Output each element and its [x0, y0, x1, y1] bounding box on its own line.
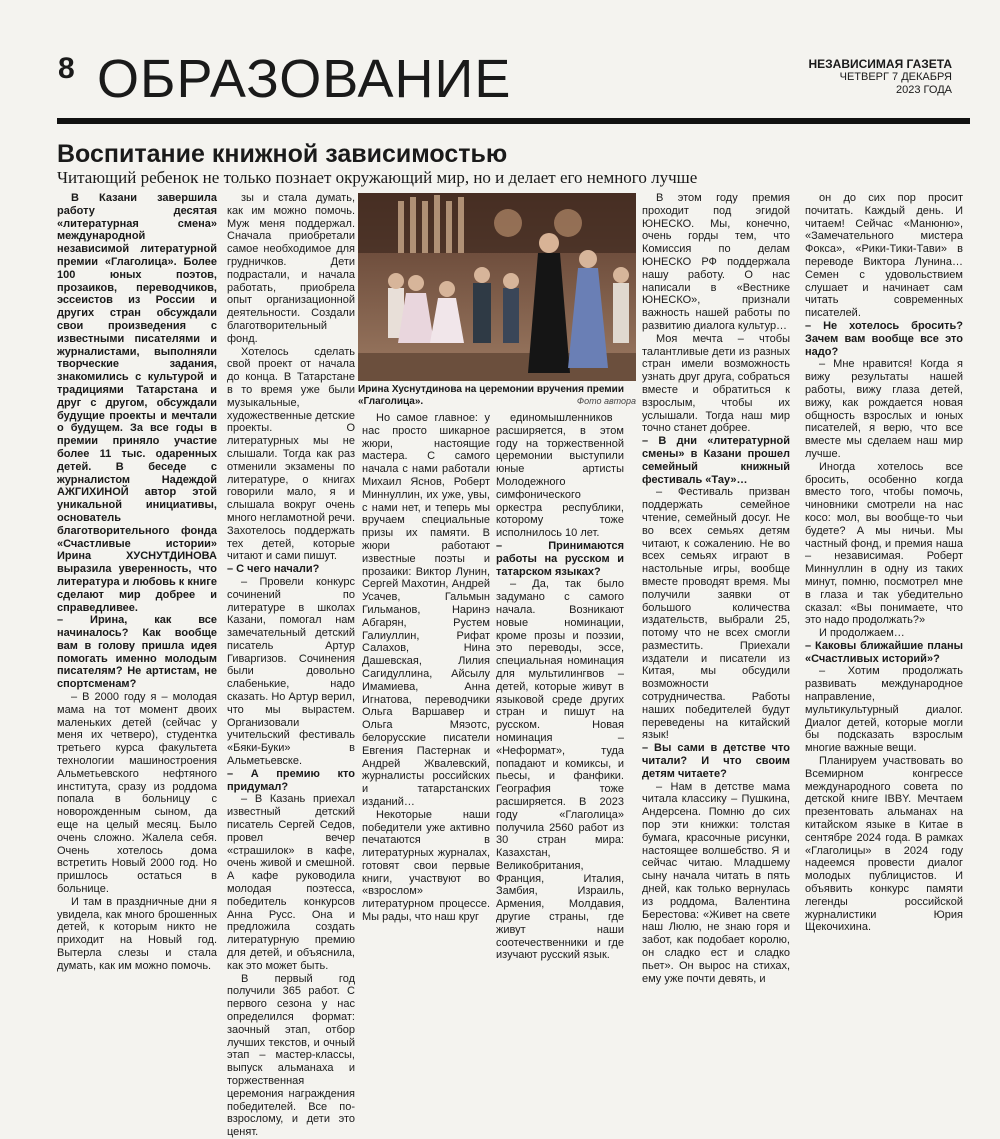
year-line: 2023 ГОДА [896, 84, 952, 96]
interview-question: – А премию кто придумал? [227, 767, 355, 793]
paper-name: НЕЗАВИСИМАЯ ГАЗЕТА [808, 57, 952, 71]
article-photo [358, 193, 636, 381]
ceremony-photo-illustration [358, 193, 636, 381]
interview-question: – Каковы ближайшие планы «Счастливых историй»? [805, 639, 963, 665]
header-rule [57, 118, 970, 124]
paragraph: он до сих пор просит почитать. Каждый день. И читаем! Сейчас «Манюню», «Замечательного мистера Фокса», «Рики-Тики-Тави» в переводе Виктора Лунина… Семен с удовольствием слушает и начинает сам читать современных писателей. [805, 192, 963, 320]
date-line: ЧЕТВЕРГ 7 ДЕКАБРЯ [839, 71, 952, 83]
paragraph: – В Казань приехал известный детский писатель Сергей Седов, провел вечер «страшилок» в кафе, очень живой и смешной. А кафе руководила молодая поэтесса, победитель конкурсов Анна Русс. Она и предложила создать литературную премию для детей, и объяснила, как это может быть. [227, 793, 355, 972]
paragraph: В первый год получили 365 работ. С первого сезона у нас определился формат: заочный этап, отбор лучших текстов, и очный этап – мастер-классы, выпуск альманаха и торжественная церемония награждения победителей. Все по-взрослому, и дети это ценят. [227, 972, 355, 1139]
article-headline: Воспитание книжной зависимостью [57, 140, 508, 168]
paragraph: И продолжаем… [819, 627, 905, 640]
text-column-5 [642, 192, 790, 985]
paragraph: – В 2000 году я – молодая мама на тот момент двоих маленьких детей (сейчас у меня их четверо), студентка третьего курса факультета технологии машиностроения Альметьевского нефтяного института, сразу из роддома попала в больницу с новорожденным сыном, да еще на целый месяц. Было очень сложно. Жалела себя. Очень хотелось дома встретить Новый 2000 год. Но пришлось остаться в больнице. [57, 691, 217, 896]
interview-question: – Не хотелось бросить? Зачем вам вообще все это надо? [805, 319, 963, 358]
masthead [808, 58, 952, 97]
paragraph: В Казани завершила работу десятая «литературная смена» международной независимой литературной премии «Глаголица». Более 100 юных поэтов, прозаиков, переводчиков, эссеистов из России и других стран обсуждали свои произведения с известными писателями и журналистами, выполняли творческие задания, знакомились с культурой и традициями Татарстана и друг с другом, обсуждали будущие проекты и мечтали о будущем. За все годы в премии приняло участие более 11 тыс. одаренных детей. В беседе с журналистом Надеждой АЖГИХИНОЙ автор этой уникальной инициативы, основатель благотворительного фонда «Счастливые истории» Ирина ХУСНУТДИНОВА выразила уверенность, что литература и любовь к книге сделают мир добрее и справедливее. [57, 192, 217, 614]
interview-question: – Принимаются работы на русском и татарском языках? [496, 539, 624, 578]
interview-question: – С чего начали? [227, 563, 320, 576]
paragraph: зы и стала думать, как им можно помочь. Муж меня поддержал. Сначала приобретали самое необходимое для грудничков. Дети подрастали, и начала работать, приобрела опыт организационной деятельности. Создали благотворительный фонд. [227, 192, 355, 345]
paragraph: – Мне нравится! Когда я вижу результаты нашей работы, вижу глаза детей, вижу, как рождается новая общность взрослых и юных писателей, я верю, что все вместе мы сделаем наш мир лучше. [805, 358, 963, 460]
paragraph: Иногда хотелось все бросить, особенно когда вместо того, чтобы помочь, чиновники смотрели на нас косо: мол, вы вообще-то чьи будете? А мы ничьи. Мы частный фонд, и премия наша – независимая. Роберт Миннуллин в одну из таких минут, помню, посмотрел мне в глаза и так убедительно сказал: «Вы понимаете, что это надо продолжать?» [805, 460, 963, 627]
photo-caption: Ирина Хуснутдинова на церемонии вручения премии «Глаголица». [358, 384, 624, 407]
page-number: 8 [58, 52, 75, 85]
interview-question: – В дни «литературной смены» в Казани прошел семейный книжный фестиваль «Тау»… [642, 435, 790, 486]
text-column-2 [227, 192, 355, 1139]
text-column-6 [805, 192, 963, 934]
interview-question: – Вы сами в детстве что читали? И что своим детям читаете? [642, 742, 790, 780]
text-column-3 [362, 412, 490, 924]
section-title: ОБРАЗОВАНИЕ [97, 49, 512, 109]
paragraph: – Да, так было задумано с самого начала. Возникают новые номинации, кроме прозы и поэзии, это переводы, эссе, специальная номинация для мультилингвов – детей, которые живут в языковой среде других стран и пишут на русском. Новая номинация – «Неформат», туда попадают и комиксы, и пьесы, и фанфики. География тоже расширяется. В 2023 году «Глаголица» получила 2560 работ из 30 стран мира: Казахстан, Великобритания, Франция, Италия, Замбия, Израиль, Армения, Молдавия, другие страны, где живут наши соотечественники и где изучают русский язык. [496, 578, 624, 962]
paragraph: единомышленников расширяется, в этом году на торжественной церемонии выступили юные артисты Молодежного симфонического оркестра республики, которому тоже исполнилось 10 лет. [496, 412, 624, 540]
interview-question: – Ирина, как все начиналось? Как вообще вам в голову пришла идея помогать именно молодым писателям? Не артистам, не спортсменам? [57, 614, 217, 691]
paragraph: И там в праздничные дни я увидела, как много брошенных детей, к которым никто не приходит на Новый год. Вытерла слезы и стала думать, как им можно помочь. [57, 895, 217, 972]
paragraph: Хотелось сделать свой проект от начала до конца. В Татарстане в то время уже были музыкальные, художественные детские проекты. О литературных мы не слышали. Тогда как раз отменили экзамены по литературе, о книгах говорили мало, я и слышала вокруг очень много негламотной речи. Захотелось поддержать тех детей, которые читают и сами пишут. [227, 345, 355, 563]
photo-credit: Фото автора [576, 396, 636, 406]
paragraph: – Провели конкурс сочинений по литературе в школах Казани, помогал нам замечательный детский писатель Артур Гиваргизов. Сочинения были довольно слабенькие, надо сказать. Но Артур верил, что мы вырастем. Организовали учительский фестиваль «Бяки-Буки» в Альметьевске. [227, 575, 355, 768]
paragraph: – Хотим продолжать развивать международное направление, мультикультурный диалог. Диалог детей, которые могли бы подсказать взрослым многие важные вещи. [805, 665, 963, 755]
text-column-1 [57, 192, 217, 972]
paragraph: – Фестиваль призван поддержать семейное чтение, семейный досуг. Не во всех семьях детям читают, к сожалению. Не во всех семьях играют в настольные игры, вообще вместе проводят время. Мы получили заявки от большого количества издательств, выбрали 25, потому что не всех смогли разместить. Приехали издатели и писатели из Китая, мы обсудили возможности сотрудничества. Работы наших победителей будут переведены на китайский язык! [642, 486, 790, 742]
paragraph: Но самое главное: у нас просто шикарное жюри, настоящие мастера. С самого начала с нами работали Михаил Яснов, Роберт Миннуллин, их уже, увы, с нами нет, и теперь мы вручаем специальные призы их памяти. В жюри работают известные поэты и прозаики: Виктор Лунин, Сергей Махотин, Андрей Усачев, Гальмын Гильманов, Наринэ Абгарян, Рустем Галиуллин, Рифат Салахов, Нина Дашевская, Лилия Сагидуллина, Айсылу Имамиева, Анна Игнатова, переводчики Ольга Варшавер и Ольга Мяэотс, белорусские писатели Евгения Пастернак и Андрей Жвалевский, журналисты российских и татарстанских изданий… [362, 412, 490, 808]
paragraph: Планируем участвовать во Всемирном конгрессе международного совета по детской книге IBBY. Мечтаем презентовать альманах на китайском языке в Китае в сентябре 2024 года. В рамках «Глаголицы» в 2024 году надеемся провести диалог молодых публицистов. И объявить конкурс памяти легенды российской журналистики Юрия Щекочихина. [805, 755, 963, 934]
paragraph: Некоторые наши победители уже активно печатаются в литературных журналах, готовят свои первые книги, участвуют во «взрослом» литературном процессе. Мы рады, что наш круг [362, 808, 490, 924]
text-column-4 [496, 412, 624, 962]
paragraph: В этом году премия проходит под эгидой ЮНЕСКО. Мы, конечно, очень горды тем, что Комиссия по делам ЮНЕСКО РФ поддержала нашу работу. О нас написали в «Вестнике ЮНЕСКО», признали важность нашей работы по развитию диалога культур… [642, 192, 790, 332]
paragraph: Моя мечта – чтобы талантливые дети из разных стран имели возможность узнать друг друга, собраться вместе и обратиться к взрослым, чтобы их услышали. Тогда наш мир точно станет добрее. [642, 332, 790, 435]
article-subheadline: Читающий ребенок не только познает окружающий мир, но и делает его немного лучше [57, 168, 698, 187]
paragraph: – Нам в детстве мама читала классику – Пушкина, Андерсена. Помню до сих пор эти книжки: толстая бумага, красочные рисунки, настоящее волшебство. Я и сейчас читаю. Младшему сыну начала читать в пять дней, как только вернулась из роддома, Валентина Берестова: «Живет на свете наш Люлю, не знаю горя и забот, как подобает королю, он сладко ест и сладко пьет». Он вырос на стихах, ему уже почти девять, и [642, 780, 790, 985]
